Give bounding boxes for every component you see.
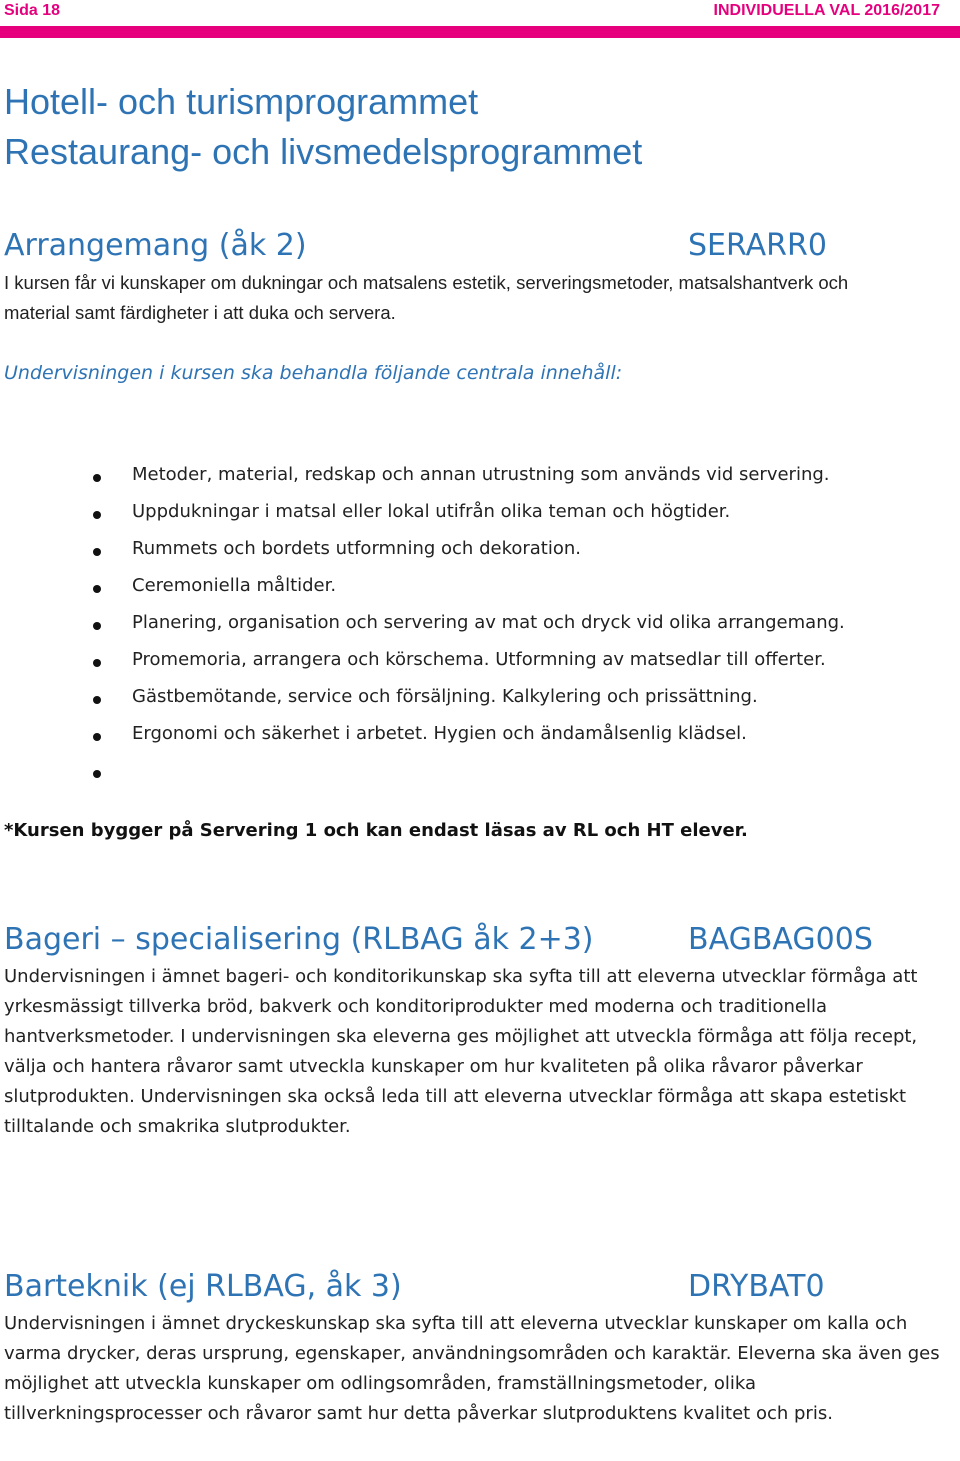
bullet-icon [93,474,101,482]
course-code: DRYBAT0 [688,1269,825,1304]
list-item: Ergonomi och säkerhet i arbetet. Hygien och ändamålsenlig klädsel. [0,719,960,756]
course-description: I kursen får vi kunskaper om dukningar och matsalens estetik, serveringsmetoder, matsalshantverk och material samt färdigheter i att duka och servera. [4,272,849,323]
course-name: Barteknik (ej RLBAG, åk 3) [4,1269,402,1304]
program-title-restaurant: Restaurang- och livsmedelsprogrammet [4,131,643,172]
course-description: Undervisningen i ämnet dryckeskunskap ska syfta till att eleverna utvecklar kunskaper om kalla och varma drycker, deras ursprung, egenskaper, användningsområden och karaktär. Eleverna ska även ges möjlighet att utveckla kunskaper om odlingsområden, framställningsmetoder, olika tillverkningsprocesser och råvaror samt hur detta påverkar slutproduktens kvalitet och pris. [4,1313,940,1424]
list-item: Metoder, material, redskap och annan utrustning som används vid servering. [0,460,960,497]
list-item: Rummets och bordets utformning och dekoration. [0,534,960,571]
list-item: Uppdukningar i matsal eller lokal utifrån olika teman och högtider. [0,497,960,534]
bullet-icon [93,733,101,741]
list-item: Ceremoniella måltider. [0,571,960,608]
content-list [0,460,960,793]
course-code: BAGBAG00S [688,922,873,957]
list-item: Gästbemötande, service och försäljning. Kalkylering och prissättning. [0,682,960,719]
course-name: Bageri – specialisering (RLBAG åk 2+3) [4,922,594,957]
content-heading: Undervisningen i kursen ska behandla följande centrala innehåll: [4,362,623,384]
document-title: INDIVIDUELLA VAL 2016/2017 [713,2,940,19]
bullet-icon [93,585,101,593]
course-note: *Kursen bygger på Servering 1 och kan endast läsas av RL och HT elever. [4,820,748,841]
list-item: Promemoria, arrangera och körschema. Utformning av matsedlar till offerter. [0,645,960,682]
list-item: Planering, organisation och servering av mat och dryck vid olika arrangemang. [0,608,960,645]
bullet-icon [93,548,101,556]
course-code: SERARR0 [688,228,827,263]
program-title-hotel: Hotell- och turismprogrammet [4,81,479,122]
header-rule [0,26,960,38]
bullet-icon [93,511,101,519]
list-item [0,756,960,793]
page-number: Sida 18 [4,2,61,19]
bullet-icon [93,770,101,778]
course-name: Arrangemang (åk 2) [4,228,307,263]
bullet-icon [93,622,101,630]
bullet-icon [93,659,101,667]
course-description: Undervisningen i ämnet bageri- och konditorikunskap ska syfta till att eleverna utvecklar förmåga att yrkesmässigt tillverka bröd, bakverk och konditoriprodukter med moderna och traditionella hantverksmetoder. I undervisningen ska eleverna ges möjlighet att utveckla förmåga att följa recept, välja och hantera råvaror samt utveckla kunskaper om hur kvaliteten på olika råvaror påverkar slutprodukten. Undervisningen ska också leda till att eleverna utvecklar förmåga att skapa estetiskt tilltalande och smakrika slutprodukter. [4,966,918,1137]
page-header [0,0,960,26]
bullet-icon [93,696,101,704]
